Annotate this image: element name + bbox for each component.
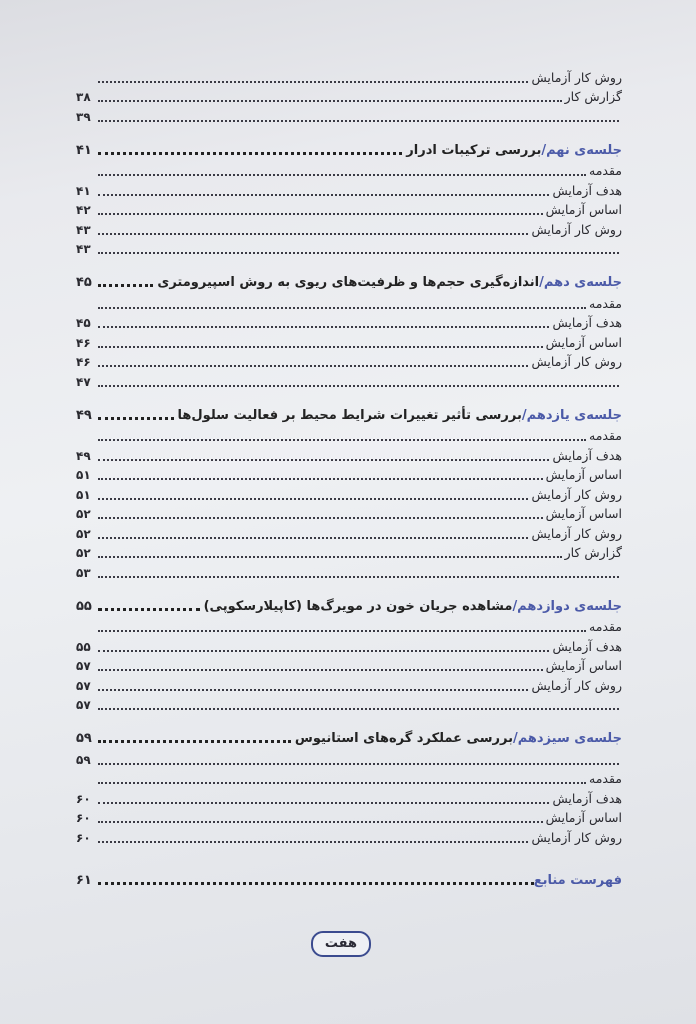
dot-leader <box>98 841 528 843</box>
toc-entry-page: ۵۱ <box>76 468 91 482</box>
dot-leader <box>98 233 528 235</box>
section-title: جلسه‌ی نهم/ <box>541 142 622 158</box>
toc-entry[interactable] <box>76 331 622 351</box>
toc-entry-page: ۵۷ <box>76 678 91 693</box>
toc-entry-page: ۴۶ <box>76 355 91 369</box>
toc-entry[interactable] <box>76 292 622 312</box>
toc-entry-label: هدف آزمایش <box>552 447 622 463</box>
dot-leader <box>98 152 402 155</box>
dot-leader <box>98 194 549 196</box>
dot-leader <box>98 740 291 743</box>
dot-leader <box>98 689 528 691</box>
toc-entry[interactable] <box>76 635 622 655</box>
toc-entry[interactable] <box>76 86 622 106</box>
toc-entry[interactable] <box>76 351 622 371</box>
section-heading[interactable] <box>76 590 622 614</box>
dot-leader <box>98 517 543 519</box>
dot-leader <box>98 459 549 461</box>
toc-entry[interactable] <box>76 826 622 846</box>
toc-entry[interactable] <box>76 464 622 484</box>
dot-leader <box>98 417 174 420</box>
page-number: هفت <box>311 931 371 957</box>
section-page: ۵۹ <box>76 731 92 746</box>
toc-entry-label: اساس آزمایش <box>545 658 622 673</box>
dot-leader <box>98 882 534 885</box>
toc-entry-page: ۶۰ <box>76 791 91 806</box>
section-title: جلسه‌ی یازدهم/ <box>521 407 622 423</box>
toc-entry[interactable] <box>76 483 622 503</box>
toc-entry-label: اساس آزمایش <box>545 202 622 217</box>
dot-leader <box>98 439 586 441</box>
toc-entry-page: ۴۵ <box>76 316 91 330</box>
toc-entry-page: ۵۷ <box>76 698 91 712</box>
dot-leader <box>98 608 200 611</box>
toc-entry-page: ۳۸ <box>76 90 91 104</box>
dot-leader <box>98 821 543 823</box>
section-title: جلسه‌ی دوازدهم/ <box>512 598 622 614</box>
toc-entry[interactable] <box>76 655 622 675</box>
section-heading[interactable] <box>76 399 622 423</box>
toc-entry-page: ۴۶ <box>76 335 91 350</box>
toc-entry[interactable] <box>76 542 622 562</box>
toc-entry-label: مقدمه <box>589 295 622 311</box>
toc-entry-label: روش کار آزمایش <box>531 354 622 369</box>
section-heading[interactable] <box>76 722 622 746</box>
toc-entry-page: ۵۲ <box>76 546 91 560</box>
toc-entry-label: روش کار آزمایش <box>531 525 622 541</box>
dot-leader <box>98 174 586 176</box>
toc-entry-label: گزارش کار <box>564 545 622 560</box>
toc-entry-page: ۶۰ <box>76 830 91 845</box>
dot-leader <box>98 385 619 387</box>
dot-leader <box>98 498 528 500</box>
toc-entry[interactable] <box>76 160 622 180</box>
toc-entry[interactable] <box>76 105 622 125</box>
toc-entry[interactable] <box>76 561 622 581</box>
toc-entry-label: روش کار آزمایش <box>531 677 622 693</box>
dot-leader <box>98 100 562 102</box>
toc-entry-label: روش کار آزمایش <box>531 221 622 237</box>
dot-leader <box>98 326 549 328</box>
toc-entry-page: ۴۷ <box>76 374 91 389</box>
references-page: ۶۱ <box>76 872 92 888</box>
toc-entry-page: ۴۱ <box>76 183 91 198</box>
toc-entry-label: هدف آزمایش <box>552 182 622 198</box>
toc-entry-page: ۴۳ <box>76 242 91 256</box>
toc-entry-page: ۵۳ <box>76 565 91 580</box>
section-title: جلسه‌ی دهم/ <box>539 275 622 290</box>
toc-entry-page: ۴۳ <box>76 222 91 237</box>
toc-entry-label: روش کار آزمایش <box>531 829 622 845</box>
dot-leader <box>98 576 619 578</box>
section-subtitle: مشاهده جریان خون در مویرگ‌ها (کاپیلارسکوپی) <box>203 598 513 614</box>
toc-entry[interactable] <box>76 503 622 523</box>
dot-leader <box>98 802 549 804</box>
toc-entry[interactable] <box>76 522 622 542</box>
toc-entry-label: اساس آزمایش <box>545 810 622 825</box>
toc-entry-label: مقدمه <box>589 619 622 634</box>
section-page: ۴۵ <box>76 275 92 290</box>
dot-leader <box>98 213 543 215</box>
toc-entry-page: ۵۷ <box>76 659 91 673</box>
dot-leader <box>98 556 562 558</box>
toc-entry[interactable] <box>76 66 622 86</box>
dot-leader <box>98 478 543 480</box>
dot-leader <box>98 630 586 632</box>
section-heading[interactable] <box>76 134 622 158</box>
dot-leader <box>98 346 543 348</box>
dot-leader <box>98 252 619 254</box>
dot-leader <box>98 120 619 122</box>
dot-leader <box>98 763 619 765</box>
toc-entry[interactable] <box>76 787 622 807</box>
toc-entry-page: ۵۲ <box>76 507 91 521</box>
toc-entry-label: روش کار آزمایش <box>531 486 622 502</box>
toc-entry[interactable] <box>76 768 622 788</box>
toc-entry[interactable] <box>76 425 622 445</box>
table-of-contents <box>76 66 622 890</box>
toc-entry-page: ۴۲ <box>76 203 91 217</box>
section-page: ۴۱ <box>76 142 92 158</box>
toc-entry-label: هدف آزمایش <box>552 315 622 330</box>
toc-entry-page: ۵۵ <box>76 639 91 654</box>
dot-leader <box>98 81 528 83</box>
toc-entry-page: ۶۰ <box>76 811 91 825</box>
toc-entry[interactable] <box>76 312 622 332</box>
toc-entry[interactable] <box>76 616 622 636</box>
dot-leader <box>98 708 619 710</box>
dot-leader <box>98 669 543 671</box>
references-title: فهرست منابع <box>533 872 622 888</box>
toc-entry-label: اساس آزمایش <box>545 334 622 350</box>
section-heading[interactable] <box>76 266 622 290</box>
toc-entry[interactable] <box>76 807 622 827</box>
dot-leader <box>98 537 528 539</box>
toc-entry-page: ۳۹ <box>76 109 91 124</box>
toc-entry-label: روش کار آزمایش <box>531 69 622 85</box>
dot-leader <box>98 650 549 652</box>
toc-entry-label: مقدمه <box>589 771 622 786</box>
toc-entry-label: هدف آزمایش <box>552 790 622 806</box>
toc-entry[interactable] <box>76 694 622 714</box>
toc-entry-page: ۵۱ <box>76 487 91 502</box>
references-heading[interactable] <box>76 864 622 888</box>
toc-entry-page: ۴۹ <box>76 448 91 463</box>
toc-entry-page: ۵۲ <box>76 526 91 541</box>
toc-entry-label: هدف آزمایش <box>552 638 622 654</box>
section-page: ۴۹ <box>76 407 92 423</box>
section-page: ۵۵ <box>76 598 92 614</box>
dot-leader <box>98 782 586 784</box>
toc-entry-label: گزارش کار <box>564 89 622 104</box>
dot-leader <box>98 365 528 367</box>
toc-entry-page: ۵۹ <box>76 752 91 767</box>
toc-entry[interactable] <box>76 674 622 694</box>
toc-entry-label: مقدمه <box>589 163 622 178</box>
section-title: جلسه‌ی سیزدهم/ <box>512 731 622 746</box>
dot-leader <box>98 284 153 287</box>
toc-entry-label: اساس آزمایش <box>545 506 622 521</box>
section-subtitle: اندازه‌گیری حجم‌ها و ظرفیت‌های ریوی به روش اسپیرومتری <box>157 275 540 290</box>
toc-entry[interactable] <box>76 370 622 390</box>
section-subtitle: بررسی عملکرد گره‌های استانیوس <box>294 731 513 746</box>
toc-entry[interactable] <box>76 218 622 238</box>
toc-entry-label: اساس آزمایش <box>545 467 622 482</box>
toc-entry[interactable] <box>76 748 622 768</box>
toc-entry[interactable] <box>76 444 622 464</box>
toc-entry-label: مقدمه <box>589 428 622 443</box>
section-subtitle: بررسی ترکیبات ادرار <box>406 142 542 158</box>
section-subtitle: بررسی تأثیر تغییرات شرایط محیط بر فعالیت سلول‌ها <box>177 407 522 423</box>
dot-leader <box>98 307 586 309</box>
toc-entry[interactable] <box>76 199 622 219</box>
toc-entry[interactable] <box>76 238 622 258</box>
toc-entry[interactable] <box>76 179 622 199</box>
